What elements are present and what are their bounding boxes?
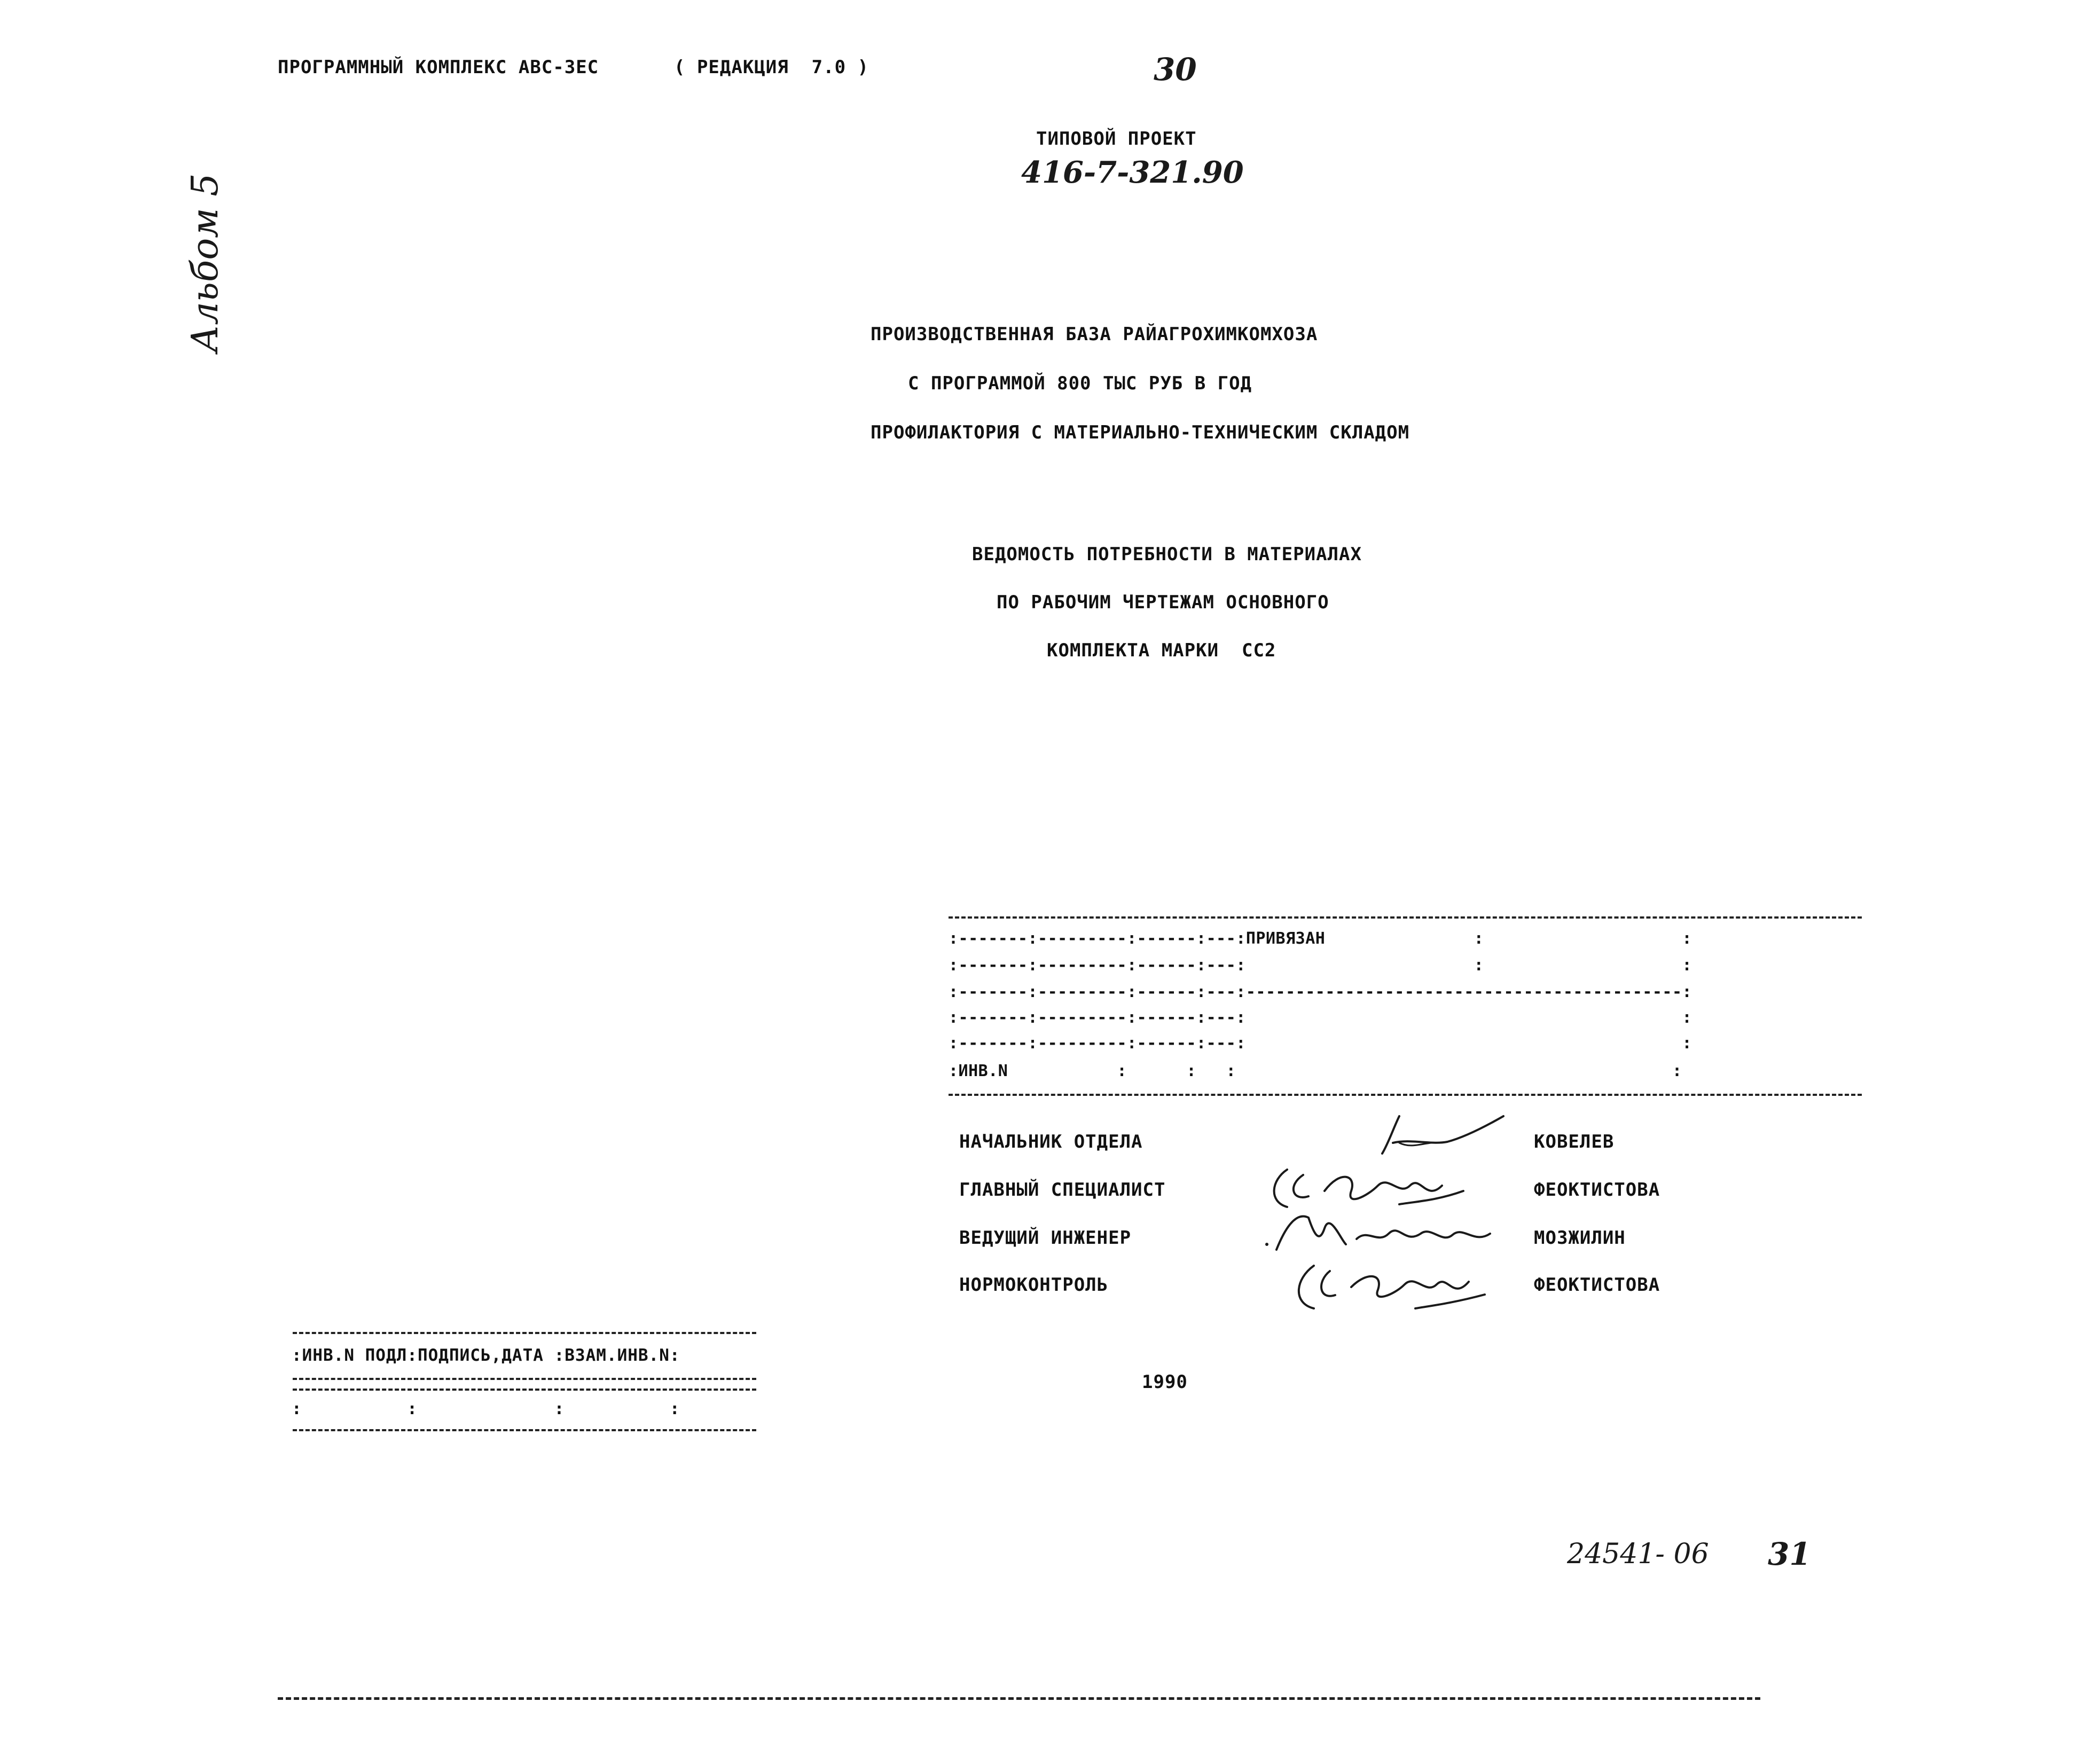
document-title-line-3: КОМПЛЕКТА МАРКИ СС2	[1047, 640, 1276, 661]
binding-table-row: :-------:---------:------:---: :	[949, 1034, 1692, 1053]
binding-table-row: :ИНВ.N : : : :	[949, 1062, 1682, 1080]
signatory-role: ГЛАВНЫЙ СПЕЦИАЛИСТ	[959, 1179, 1166, 1201]
signatory-role: НОРМОКОНТРОЛЬ	[959, 1274, 1109, 1296]
object-title-line-3: ПРОФИЛАКТОРИЯ С МАТЕРИАЛЬНО-ТЕХНИЧЕСКИМ СКЛАДОМ	[871, 422, 1410, 443]
year: 1990	[1142, 1371, 1188, 1393]
inventory-table-bottom-rule	[293, 1429, 756, 1431]
signatory-name: КОВЕЛЕВ	[1534, 1131, 1615, 1152]
signature-norm-control	[1287, 1250, 1511, 1319]
inventory-table-middle-rule-2	[293, 1389, 756, 1391]
album-note: Альбом 5	[184, 173, 226, 352]
signatory-role: НАЧАЛЬНИК ОТДЕЛА	[959, 1131, 1143, 1152]
inventory-table-row: : : : :	[292, 1399, 680, 1418]
binding-table-row: :-------:---------:------:---: : :	[949, 956, 1692, 975]
inventory-table-header: :ИНВ.N ПОДЛ:ПОДПИСЬ,ДАТА :ВЗАМ.ИНВ.N:	[292, 1346, 680, 1365]
page-bottom-rule	[278, 1697, 1760, 1700]
document-title-line-1: ВЕДОМОСТЬ ПОТРЕБНОСТИ В МАТЕРИАЛАХ	[972, 544, 1362, 565]
inventory-table-top-rule	[293, 1332, 756, 1334]
signatory-role: ВЕДУЩИЙ ИНЖЕНЕР	[959, 1227, 1132, 1249]
object-title-line-1: ПРОИЗВОДСТВЕННАЯ БАЗА РАЙАГРОХИМКОМХОЗА	[871, 324, 1318, 345]
software-name: ПРОГРАММНЫЙ КОМПЛЕКС АВС-3ЕС	[278, 57, 599, 78]
edition-label: ( РЕДАКЦИЯ 7.0 )	[674, 57, 869, 78]
signatory-name: ФЕОКТИСТОВА	[1534, 1274, 1660, 1296]
project-number: 416-7-321.90	[1021, 155, 1244, 190]
inventory-table-middle-rule	[293, 1378, 756, 1380]
signatory-name: МОЗЖИЛИН	[1534, 1227, 1626, 1249]
footer-code: 24541- 06	[1567, 1538, 1709, 1570]
page-number: 30	[1154, 51, 1197, 88]
binding-table-row: :-------:---------:------:---:ПРИВЯЗАН : :	[949, 929, 1692, 948]
object-title-line-2: С ПРОГРАММОЙ 800 ТЫС РУБ В ГОД	[908, 373, 1252, 394]
project-label: ТИПОВОЙ ПРОЕКТ	[1036, 128, 1197, 150]
footer-sheet: 31	[1768, 1536, 1811, 1572]
binding-table-bottom-rule	[949, 1094, 1862, 1096]
binding-table-top-rule	[949, 916, 1862, 919]
binding-table-row: :-------:---------:------:---: :	[949, 1008, 1692, 1027]
binding-table-row: :-------:---------:------:---:--------------------------------------------:	[949, 983, 1692, 1001]
document-title-line-2: ПО РАБОЧИМ ЧЕРТЕЖАМ ОСНОВНОГО	[997, 592, 1329, 613]
signatory-name: ФЕОКТИСТОВА	[1534, 1179, 1660, 1201]
